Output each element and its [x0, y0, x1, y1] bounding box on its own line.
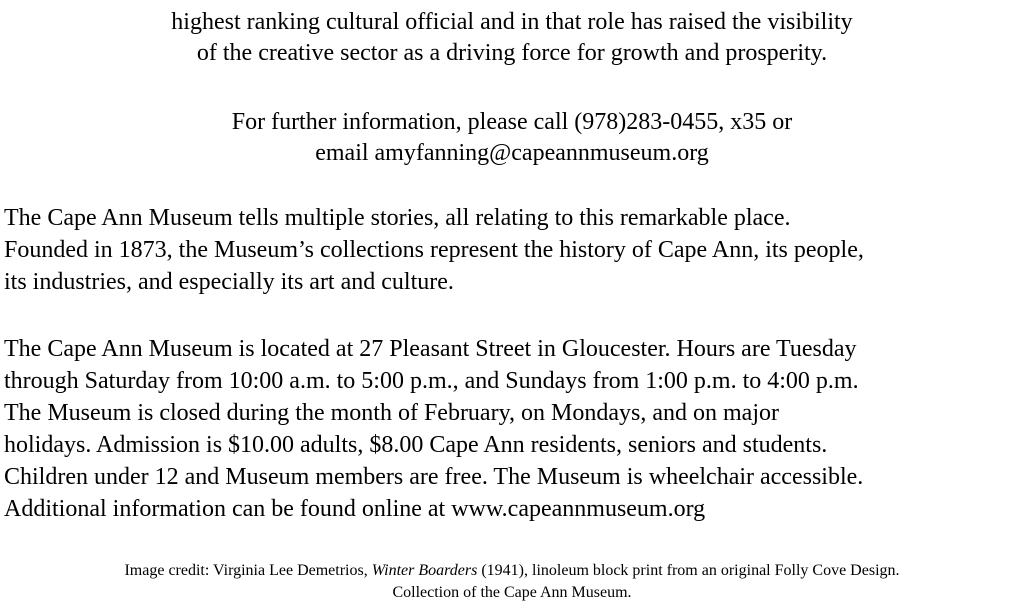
credit-suffix: (1941), linoleum block print from an original Folly Cove Design. — [477, 562, 900, 579]
visit-line: The Museum is closed during the month of February, on Mondays, and on major — [4, 400, 779, 426]
intro-paragraph — [0, 7, 1024, 69]
about-line: Founded in 1873, the Museum’s collections represent the history of Cape Ann, its people, — [4, 237, 864, 263]
about-line: its industries, and especially its art and culture. — [4, 269, 454, 295]
about-museum-paragraph — [4, 202, 1022, 298]
credit-prefix: Image credit: Virginia Lee Demetrios, — [124, 562, 372, 579]
visit-line: Children under 12 and Museum members are free. The Museum is wheelchair accessible. — [4, 464, 864, 490]
about-line: The Cape Ann Museum tells multiple stories, all relating to this remarkable place. — [4, 205, 791, 231]
image-credit — [0, 560, 1024, 604]
visit-line: Additional information can be found online at www.capeannmuseum.org — [4, 496, 706, 522]
contact-email-line: email amyfanning@capeannmuseum.org — [315, 140, 709, 166]
intro-line: of the creative sector as a driving force for growth and prosperity. — [196, 40, 828, 66]
artwork-title: Winter Boarders — [371, 562, 478, 579]
visitor-info-paragraph — [4, 333, 1022, 525]
visit-line: holidays. Admission is $10.00 adults, $8.00 Cape Ann residents, seniors and students. — [4, 432, 828, 458]
collection-line: Collection of the Cape Ann Museum. — [392, 584, 632, 601]
contact-paragraph — [0, 107, 1024, 169]
visit-line: through Saturday from 10:00 a.m. to 5:00 p.m., and Sundays from 1:00 p.m. to 4:00 p.m. — [4, 368, 859, 394]
intro-line: highest ranking cultural official and in that role has raised the visibility — [171, 9, 853, 35]
visit-line: The Cape Ann Museum is located at 27 Pleasant Street in Gloucester. Hours are Tuesday — [4, 336, 857, 362]
contact-phone-line: For further information, please call (978)283-0455, x35 or — [231, 109, 793, 135]
image-credit-line — [0, 560, 1024, 582]
